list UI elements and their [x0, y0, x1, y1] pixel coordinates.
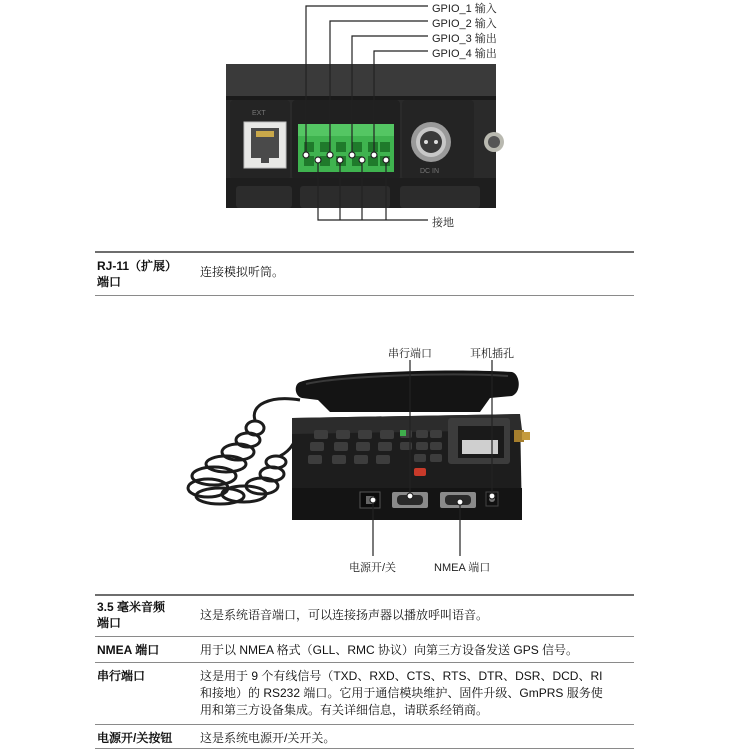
dc-in-connector-icon: [411, 122, 451, 162]
callout-gpio3: GPIO_3 输出: [432, 33, 497, 45]
table2-row3-rule: [95, 724, 634, 725]
rj11-jack-icon: [244, 122, 286, 168]
table1-bottom-rule: [95, 295, 634, 296]
table2-term-nmea: NMEA 端口: [97, 643, 160, 657]
table2-term-power: 电源开/关按钮: [97, 731, 173, 745]
table2-desc-serial: 这是用于 9 个有线信号（TXD、RXD、CTS、RTS、DTR、DSR、DCD、RI 和接地）的 RS232 端口。它用于通信模块维护、固件升级、GmPRS 服务使用和第三方设备集成。有关详细信息，请联系经销商。: [200, 669, 603, 717]
callout-nmea-port: NMEA 端口: [434, 562, 491, 574]
table2-bottom-rule: [95, 748, 634, 749]
callout-gpio1: GPIO_1 输入: [432, 3, 497, 15]
table1-desc-rj11: 连接模拟听筒。: [200, 265, 285, 279]
table1-term-rj11: RJ-11（扩展）端口: [97, 259, 172, 289]
table2-row1-rule: [95, 636, 634, 637]
callout-gpio4: GPIO_4 输出: [432, 48, 497, 60]
callout-gpio2: GPIO_2 输入: [432, 18, 497, 30]
gpio-terminal-block-icon: [298, 124, 394, 172]
table2-desc-audio: 这是系统语音端口，可以连接扬声器以播放呼叫语音。: [200, 608, 489, 622]
display-screen-icon: [448, 418, 510, 464]
coiled-cord-icon: [188, 399, 300, 504]
panel-label-ext: EXT: [252, 110, 266, 117]
callout-ground: 接地: [432, 217, 454, 229]
table2-desc-nmea: 用于以 NMEA 格式（GLL、RMC 协议）向第三方设备发送 GPS 信号。: [200, 643, 579, 657]
terminal-figure: [0, 330, 750, 570]
callout-serial-port: 串行端口: [388, 348, 432, 360]
table2-term-serial: 串行端口: [97, 669, 146, 683]
rear-panel-figure: [0, 0, 750, 240]
callout-headphone-jack: 耳机插孔: [470, 348, 514, 360]
handset-icon: [296, 370, 519, 412]
table2-desc-power: 这是系统电源开/关开关。: [200, 731, 336, 745]
callout-power-switch: 电源开/关: [349, 562, 397, 574]
antenna-connector-icon: [514, 430, 530, 442]
table2-top-rule: [95, 594, 634, 596]
table2-row2-rule: [95, 662, 634, 663]
table1-top-rule: [95, 251, 634, 253]
panel-label-dc-in: DC IN: [420, 168, 440, 175]
table2-term-audio: 3.5 毫米音频端口: [97, 600, 166, 630]
